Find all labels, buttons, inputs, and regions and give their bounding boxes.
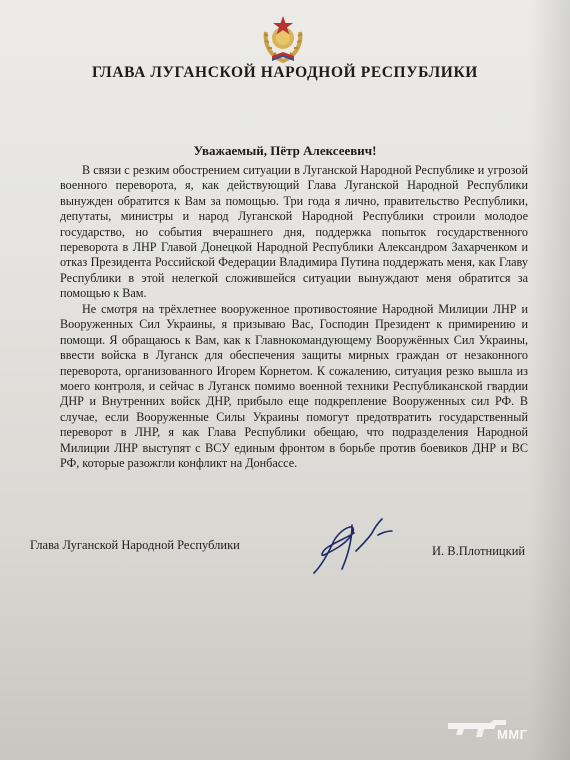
- page-title: ГЛАВА ЛУГАНСКОЙ НАРОДНОЙ РЕСПУБЛИКИ: [92, 64, 478, 81]
- body-paragraph-2: Не смотря на трёхлетнее вооруженное противостояние Народной Милиции ЛНР и Вооруженных Сил Украины, я призываю Вас, Господин Президент к примирению и помощи. Я обращаюсь к Вам, как к Главнокомандующему Вооружённых Сил Украины, ввести войска в Луганск для обеспечения защиты мирных граждан от незаконного переворота, организованного Игорем Корнетом. К сожалению, ситуация резко вышла из моего контроля, и сейчас в Луганск помимо военной техники Республиканской гвардии ДНР и Внутренних войск ДНР, прибыло еще подкрепление Вооруженных сил РФ. В случае, если Вооруженные Силы Украины помогут предотвратить государственный переворот в ЛНР, я как Глава Республики обещаю, что подразделения Народной Милиции ЛНР выступят с ВСУ единым фронтом в борьбе против боевиков ДНР и ВС РФ, которые разожгли конфликт на Донбассе.: [60, 302, 528, 471]
- salutation: Уважаемый, Пётр Алексеевич!: [193, 143, 377, 158]
- coat-of-arms-icon: [258, 12, 308, 64]
- handwritten-signature: [308, 515, 396, 577]
- watermark-label: ММГ: [497, 727, 528, 742]
- signatory-position: Глава Луганской Народной Республики: [30, 538, 240, 552]
- signatory-name: И. В.Плотницкий: [432, 544, 526, 558]
- page-shadow: [530, 0, 570, 760]
- body-paragraph-1: В связи с резким обострением ситуации в Луганской Народной Республике и угрозой военного переворота, я, как действующий Глава Луганской Народной Республики вынужден обратится к Вам за помощью. Три года я лично, правительство Республики, депутаты, министры и народ Луганской Народной Республики строили молодое государство, но события вчерашнего дня, поддержка попыток государственного переворота в ЛНР Главой Донецкой Народной Республики Александром Захарченком и отказ Президента Российской Федерации Владимира Путина поддержать меня, как Главу Республики в этой нелегкой сложившейся ситуации вынуждают меня обратится за помощью к Вам.: [60, 163, 528, 301]
